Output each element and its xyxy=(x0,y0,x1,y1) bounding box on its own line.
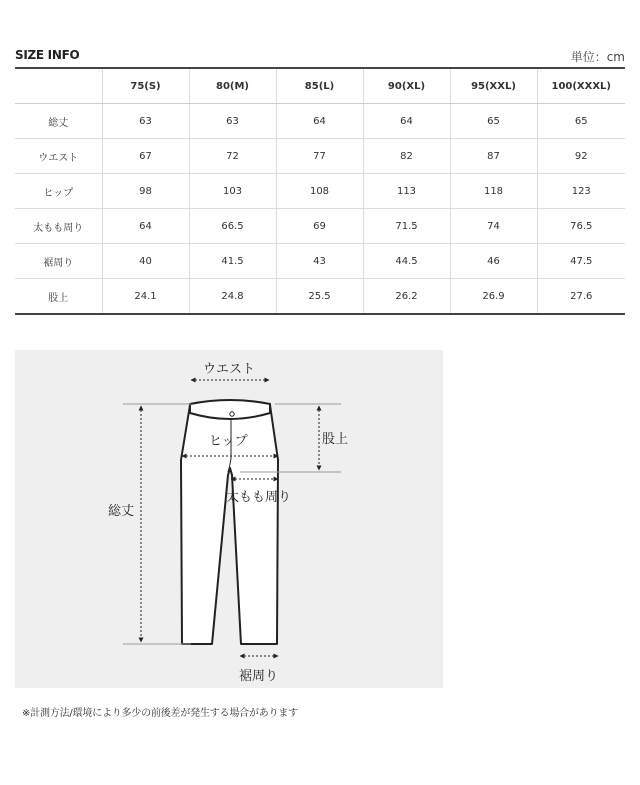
table-cell: 46 xyxy=(450,244,537,279)
table-cell: 74 xyxy=(450,209,537,244)
table-cell: 82 xyxy=(363,139,450,174)
thigh-label: 太もも周り xyxy=(226,490,292,505)
table-row xyxy=(15,209,625,244)
table-row xyxy=(15,244,625,279)
table-row xyxy=(15,174,625,209)
measurement-diagram xyxy=(15,350,443,688)
header-cell-size: 75(S) xyxy=(102,68,189,104)
table-cell: 43 xyxy=(276,244,363,279)
row-label: 股上 xyxy=(48,292,69,304)
table-cell: 26.2 xyxy=(363,279,450,315)
table-cell: 65 xyxy=(537,104,625,139)
section-title: SIZE INFO xyxy=(15,48,80,62)
table-cell: 108 xyxy=(276,174,363,209)
table-cell: 103 xyxy=(189,174,276,209)
pants-illustration xyxy=(15,350,443,688)
hip-label: ヒップ xyxy=(209,434,248,449)
table-cell: 64 xyxy=(276,104,363,139)
table-cell: 67 xyxy=(102,139,189,174)
table-cell: 64 xyxy=(102,209,189,244)
row-label: 裾周り xyxy=(15,244,102,279)
table-cell: 118 xyxy=(450,174,537,209)
table-cell: 65 xyxy=(450,104,537,139)
table-cell: 98 xyxy=(102,174,189,209)
row-label: ヒップ xyxy=(15,174,102,209)
table-cell: 71.5 xyxy=(363,209,450,244)
table-cell: 64 xyxy=(363,104,450,139)
table-cell: 24.8 xyxy=(189,279,276,315)
header-cell-size: 95(XXL) xyxy=(450,68,537,104)
row-label: ウエスト xyxy=(15,139,102,174)
table-row xyxy=(15,104,625,139)
size-header-row xyxy=(15,68,625,104)
table-cell: 63 xyxy=(102,104,189,139)
table-cell: 113 xyxy=(363,174,450,209)
table-cell: 24.1 xyxy=(102,279,189,315)
rise-label: 股上 xyxy=(322,432,349,447)
table-cell: 87 xyxy=(450,139,537,174)
hem-label: 裾周り xyxy=(239,669,279,684)
waistband xyxy=(190,400,270,419)
table-cell: 66.5 xyxy=(189,209,276,244)
table-cell: 40 xyxy=(102,244,189,279)
table-cell: 76.5 xyxy=(537,209,625,244)
unit-label: 単位：cm xyxy=(570,50,625,64)
size-table xyxy=(15,67,625,315)
table-cell: 63 xyxy=(189,104,276,139)
table-cell: 41.5 xyxy=(189,244,276,279)
table-cell: 92 xyxy=(537,139,625,174)
size-info-header xyxy=(15,44,625,66)
header-cell-size: 85(L) xyxy=(276,68,363,104)
table-row xyxy=(15,279,625,315)
table-cell: 69 xyxy=(276,209,363,244)
header-cell-size: 100(XXXL) xyxy=(537,68,625,104)
table-row xyxy=(15,139,625,174)
table-cell: 72 xyxy=(189,139,276,174)
table-cell: 26.9 xyxy=(450,279,537,315)
table-cell: 77 xyxy=(276,139,363,174)
table-cell: 44.5 xyxy=(363,244,450,279)
header-cell-size: 80(M) xyxy=(189,68,276,104)
measurement-note: ※計測方法/環境により多少の前後差が発生する場合があります xyxy=(22,708,298,719)
table-cell: 27.6 xyxy=(537,279,625,315)
table-cell: 25.5 xyxy=(276,279,363,315)
table-cell: 123 xyxy=(537,174,625,209)
waist-label: ウエスト xyxy=(203,362,256,377)
row-label: 総丈 xyxy=(15,104,102,139)
header-cell-size: 90(XL) xyxy=(363,68,450,104)
header-cell-blank xyxy=(15,68,102,104)
length-label: 総丈 xyxy=(108,504,135,519)
table-cell: 47.5 xyxy=(537,244,625,279)
row-label: 太もも周り xyxy=(15,209,102,244)
